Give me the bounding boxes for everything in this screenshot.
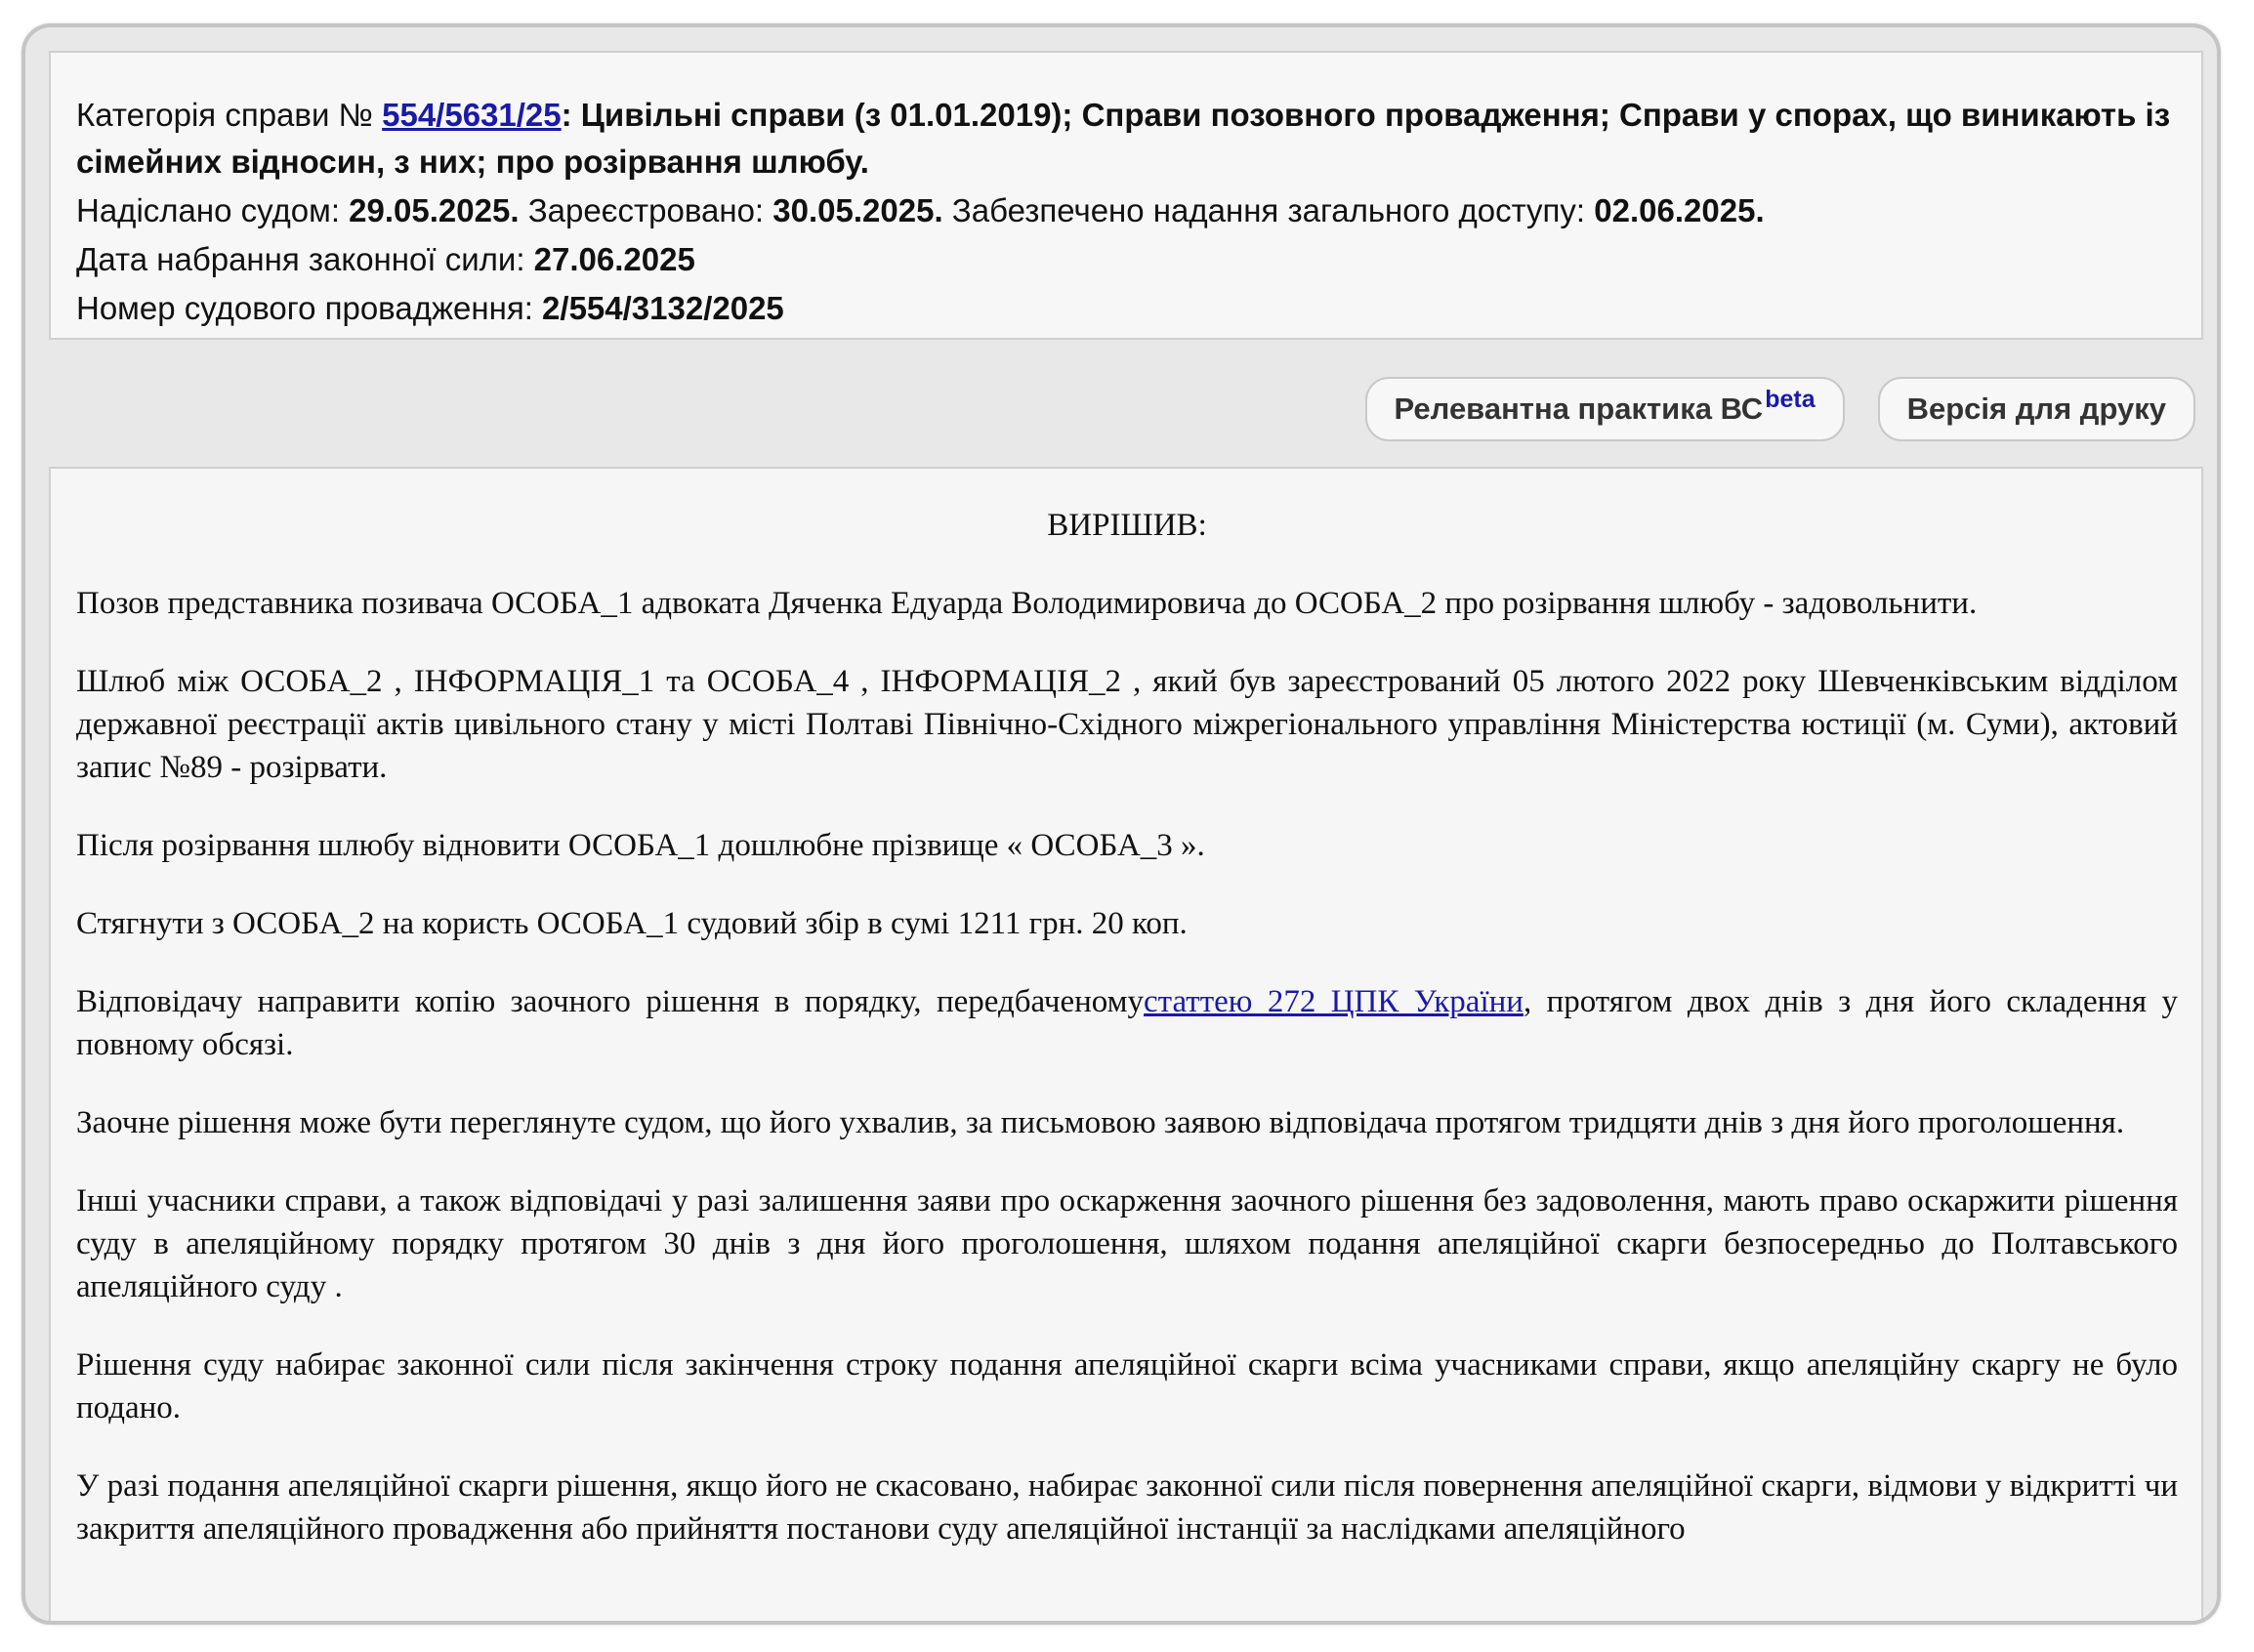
relevant-practice-button[interactable] [1365, 377, 1845, 441]
action-buttons [1365, 377, 2195, 445]
access-date: 02.06.2025. [1594, 192, 1765, 228]
beta-badge: beta [1765, 385, 1816, 413]
paragraph: У разі подання апеляційної скарги рішення, якщо його не скасовано, набирає законної сили після повернення апеляційної скарги, відмови у відкритті чи закриття апеляційного провадження або прийняття постанови суду апеляційної інстанції за наслідками апеляційного [76, 1468, 2178, 1547]
paragraph: Шлюб між ОСОБА_2 , ІНФОРМАЦІЯ_1 та ОСОБА_4 , ІНФОРМАЦІЯ_2 , який був зареєстрований 05 лютого 2022 року Шевченківським відділом державної реєстрації актів цивільного стану у місті Полтаві Північно-Східного міжрегіонального управління Міністерства юстиції (м. Суми), актовий запис №89 - розірвати. [76, 664, 2178, 785]
registered-label: Зареєстровано: [527, 192, 765, 228]
document-frame [21, 23, 2221, 1625]
effective-label: Дата набрання законної сили: [76, 241, 525, 277]
sent-label: Надіслано судом: [76, 192, 340, 228]
case-number-link[interactable]: 554/5631/25 [382, 97, 562, 133]
paragraph: Заочне рішення може бути переглянуте судом, що його ухвалив, за письмовою заявою відповідача протягом тридцяти днів з дня його проголошення. [76, 1105, 2125, 1140]
cpc-article-link[interactable]: статтею 272 ЦПК України [1144, 984, 1524, 1019]
access-label: Забезпечено надання загального доступу: [951, 192, 1586, 228]
paragraph-text: , протягом двох днів з дня його складення у повному обсязі. [76, 984, 2178, 1062]
proceeding-line [76, 285, 2176, 332]
paragraph [76, 980, 2178, 1066]
decision-heading: ВИРІШИВ: [1047, 508, 1207, 543]
print-version-label: Версія для друку [1906, 392, 2166, 426]
category-text: : Цивільні справи (з 01.01.2019); Справи позовного провадження; Справи у спорах, що виникають із сімейних відносин, з них; про розірвання шлюбу. [76, 97, 2171, 180]
print-version-button[interactable] [1878, 377, 2195, 441]
proceeding-number: 2/554/3132/2025 [542, 290, 784, 326]
registered-date: 30.05.2025. [772, 192, 943, 228]
case-category-line [76, 92, 2176, 186]
effective-date-line [76, 236, 2176, 283]
category-label: Категорія справи № [76, 97, 373, 133]
paragraph: Після розірвання шлюбу відновити ОСОБА_1 дошлюбне прізвище « ОСОБА_3 ». [76, 828, 1205, 863]
sent-date: 29.05.2025. [349, 192, 520, 228]
effective-date: 27.06.2025 [533, 241, 695, 277]
relevant-practice-label: Релевантна практика ВС [1394, 392, 1764, 426]
case-info-panel [49, 51, 2203, 340]
paragraph: Стягнути з ОСОБА_2 на користь ОСОБА_1 судовий збір в сумі 1211 грн. 20 коп. [76, 906, 1188, 941]
paragraph: Рішення суду набирає законної сили після закінчення строку подання апеляційної скарги всіма учасниками справи, якщо апеляційну скаргу не було подано. [76, 1347, 2178, 1425]
decision-text [49, 467, 2203, 1625]
paragraph: Інші учасники справи, а також відповідачі у разі залишення заяви про оскарження заочного рішення без задоволення, мають право оскаржити рішення суду в апеляційному порядку протягом 30 днів з дня його проголошення, шляхом подання апеляційної скарги безпосередньо до Полтавського апеляційного суду . [76, 1183, 2178, 1304]
paragraph: Позов представника позивача ОСОБА_1 адвоката Дяченка Едуарда Володимировича до ОСОБА_2 про розірвання шлюбу - задовольнити. [76, 586, 1978, 621]
paragraph-text: Відповідачу направити копію заочного рішення в порядку, передбаченому [76, 984, 1145, 1019]
dates-line [76, 187, 2176, 234]
proceeding-label: Номер судового провадження: [76, 290, 533, 326]
